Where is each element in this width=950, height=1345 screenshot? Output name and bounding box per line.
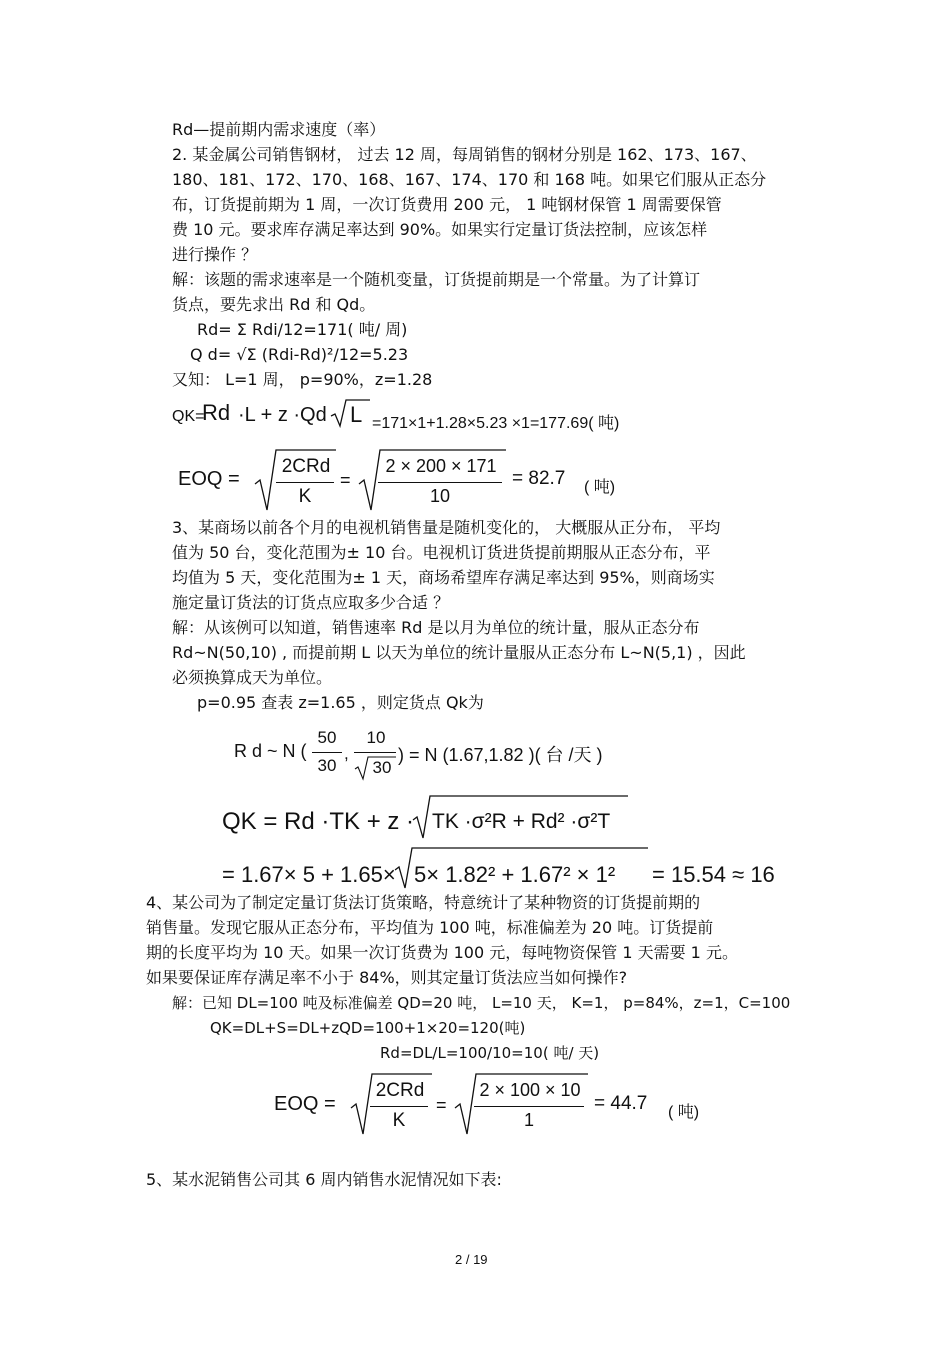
text-line: 如果要保证库存满足率不小于 84%，则其定量订货法应当如何操作?	[146, 968, 628, 987]
text-line: 值为 50 台，变化范围为± 10 台。电视机订货进货提前期服从正态分布，平	[172, 543, 711, 562]
formula-qk-mid: ·L + z ·Qd	[238, 404, 327, 426]
text-line: 期的长度平均为 10 天。如果一次订货费为 100 元，每吨物资保管 1 天需要 1 元。	[146, 943, 738, 962]
qk-formula-result: = 15.54 ≈ 16	[652, 862, 775, 887]
text-line: 2. 某金属公司销售钢材， 过去 12 周，每周销售的钢材分别是 162、173、167、	[172, 145, 757, 164]
fraction-numerator: 10	[366, 728, 386, 747]
rd-distribution-lhs: R d ~ N (	[234, 741, 307, 761]
eoq-denominator: K	[298, 486, 312, 507]
eoq-numerator-values: 2 × 200 × 171	[385, 456, 497, 476]
text-line: 进行操作 ？	[172, 245, 258, 264]
fraction-bar	[474, 1106, 584, 1107]
equals-sign: =	[340, 470, 351, 490]
unit-label: ( 吨)	[584, 479, 616, 496]
text-line: Rd=DL/L=100/10=10( 吨/ 天)	[380, 1044, 600, 1062]
unit-label: ( 吨)	[668, 1104, 700, 1121]
eoq-label: EOQ =	[178, 468, 240, 490]
page-number: 2 / 19	[455, 1252, 488, 1267]
text-line: 施定量订货法的订货点应取多少合适 ？	[172, 593, 450, 612]
eoq-denominator-values: 10	[429, 486, 451, 506]
eoq-label: EOQ =	[274, 1093, 336, 1115]
text-line: 费 10 元。要求库存满足率达到 90%。如果实行定量订货法控制，应该怎样	[172, 220, 708, 239]
text-line: 解：该题的需求速率是一个随机变量，订货提前期是一个常量。为了计算订	[172, 270, 701, 289]
formula-qk-rhs: =171×1+1.28×5.23 ×1=177.69( 吨)	[372, 415, 620, 432]
text-line: 5、某水泥销售公司其 6 周内销售水泥情况如下表:	[146, 1170, 502, 1189]
text-line: 均值为 5 天，变化范围为± 1 天，商场希望库存满足率达到 95%，则商场实	[172, 568, 715, 587]
text-line: p=0.95 查表 z=1.65 ，则定货点 Qk为	[197, 693, 484, 712]
fraction-numerator: 50	[317, 728, 337, 747]
text-line: 解：从该例可以知道，销售速率 Rd 是以月为单位的统计量，服从正态分布	[172, 618, 700, 637]
formula-qk-sqrt-arg: L	[350, 402, 363, 427]
text-line: 又知： L=1 周， p=90%，z=1.28	[172, 370, 433, 389]
eoq-numerator: 2CRd	[281, 456, 331, 477]
text-line: Rd~N(50,10) , 而提前期 L 以天为单位的统计量服从正态分布 L~N(5,1) ，因此	[172, 643, 746, 662]
text-line: QK=DL+S=DL+zQD=100+1×20=120(吨)	[210, 1019, 526, 1037]
text-line: 货点，要先求出 Rd 和 Qd。	[172, 295, 376, 314]
text-line: 解：已知 DL=100 吨及标准偏差 QD=20 吨， L=10 天， K=1， p=84%，z=1，C=100	[172, 994, 791, 1012]
text-line: Rd= Σ Rdi/12=171( 吨/ 周)	[197, 320, 408, 339]
text-line: 布，订货提前期为 1 周，一次订货费用 200 元， 1 吨钢材保管 1 周需要保管	[172, 195, 722, 214]
eoq-result: = 82.7	[512, 468, 566, 489]
fraction-bar	[370, 1106, 428, 1107]
text-line: 销售量。发现它服从正态分布，平均值为 100 吨，标准偏差为 20 吨。订货提前	[146, 918, 714, 937]
qk-formula-radicand-values: 5× 1.82² + 1.67² × 1²	[414, 862, 616, 887]
text-line: 180、181、172、170、168、167、174、170 和 168 吨。如果它们服从正态分	[172, 170, 767, 189]
eoq-numerator: 2CRd	[375, 1080, 425, 1101]
qk-formula-line2: = 1.67× 5 + 1.65×	[222, 862, 396, 887]
fraction-bar	[354, 752, 396, 753]
eoq-denominator-values: 1	[523, 1110, 534, 1130]
fraction-bar	[276, 482, 334, 483]
eoq-numerator-values: 2 × 100 × 10	[479, 1080, 581, 1100]
eoq-denominator: K	[392, 1110, 406, 1131]
rd-distribution-rhs: ) = N (1.67,1.82 )( 台 /天 )	[398, 745, 603, 765]
text-line: 3、某商场以前各个月的电视机销售量是随机变化的， 大概服从正分布， 平均	[172, 518, 721, 537]
eoq-result: = 44.7	[594, 1093, 648, 1114]
text-line: 4、某公司为了制定定量订货法订货策略，特意统计了某种物资的订货提前期的	[146, 893, 701, 912]
formula-qk-lhs: QK=	[172, 408, 205, 425]
qk-formula-lhs: QK = Rd ·TK + z ·	[222, 808, 415, 835]
fraction-denominator: 30	[317, 756, 337, 775]
text-line: Q d= √Σ (Rdi-Rd)²/12=5.23	[190, 345, 409, 364]
formula-qk-rd: Rd	[202, 400, 231, 425]
text-line: Rd—提前期内需求速度（率）	[172, 120, 386, 139]
comma: ,	[344, 744, 349, 763]
fraction-denominator: 30	[372, 758, 392, 777]
text-line: 必须换算成天为单位。	[172, 668, 333, 687]
fraction-bar	[312, 752, 342, 753]
qk-formula-radicand: TK ·σ²R + Rd² ·σ²T	[432, 810, 611, 833]
fraction-bar	[378, 482, 502, 483]
equals-sign: =	[436, 1095, 447, 1115]
